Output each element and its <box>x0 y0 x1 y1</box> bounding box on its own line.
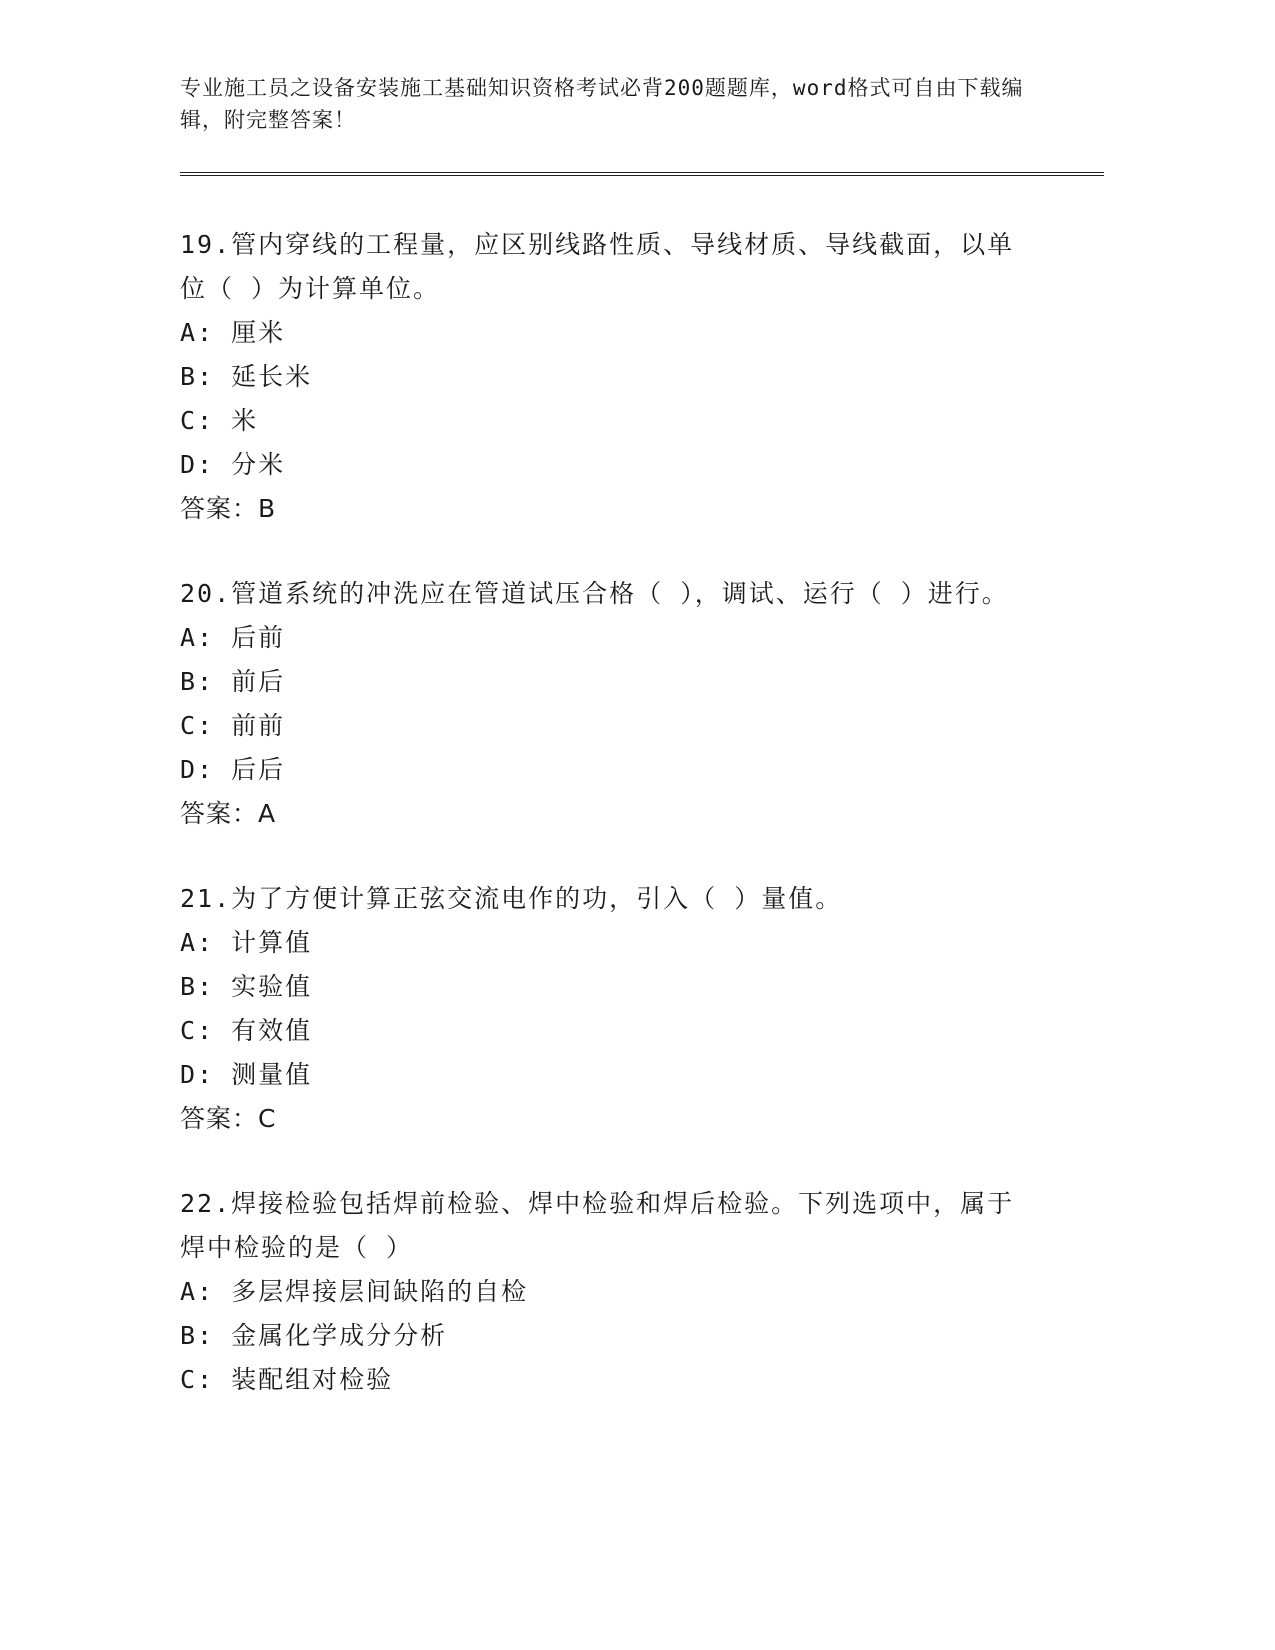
question-text: 20.管道系统的冲洗应在管道试压合格（ ），调试、运行（ ）进行。 <box>180 579 1009 608</box>
option-a: A: 计算值 <box>180 928 313 957</box>
answer-line: 答案：C <box>180 1104 277 1133</box>
question-item <box>180 877 1040 1141</box>
option-a: A: 厘米 <box>180 318 286 347</box>
option-c: C: 前前 <box>180 711 286 740</box>
header-divider <box>180 172 1104 176</box>
question-item <box>180 1182 1040 1402</box>
option-c: C: 装配组对检验 <box>180 1365 394 1394</box>
question-text: 21.为了方便计算正弦交流电作的功，引入（ ）量值。 <box>180 884 843 913</box>
question-list <box>180 223 1040 1443</box>
option-d: D: 后后 <box>180 755 286 784</box>
option-d: D: 测量值 <box>180 1060 313 1089</box>
question-text: 19.管内穿线的工程量，应区别线路性质、导线材质、导线截面，以单位（ ）为计算单位。 <box>180 230 1015 303</box>
option-a: A: 后前 <box>180 623 286 652</box>
option-b: B: 前后 <box>180 667 286 696</box>
option-d: D: 分米 <box>180 450 286 479</box>
option-b: B: 延长米 <box>180 362 313 391</box>
option-c: C: 有效值 <box>180 1016 313 1045</box>
answer-line: 答案：B <box>180 494 277 523</box>
question-text: 22.焊接检验包括焊前检验、焊中检验和焊后检验。下列选项中，属于焊中检验的是（ ） <box>180 1189 1015 1262</box>
option-b: B: 实验值 <box>180 972 313 1001</box>
option-c: C: 米 <box>180 406 259 435</box>
answer-line: 答案：A <box>180 799 277 828</box>
document-header: 专业施工员之设备安装施工基础知识资格考试必背200题题库，word格式可自由下载编辑，附完整答案！ <box>180 76 1024 132</box>
option-a: A: 多层焊接层间缺陷的自检 <box>180 1277 529 1306</box>
option-b: B: 金属化学成分分析 <box>180 1321 448 1350</box>
question-item <box>180 223 1040 531</box>
question-item <box>180 572 1040 836</box>
